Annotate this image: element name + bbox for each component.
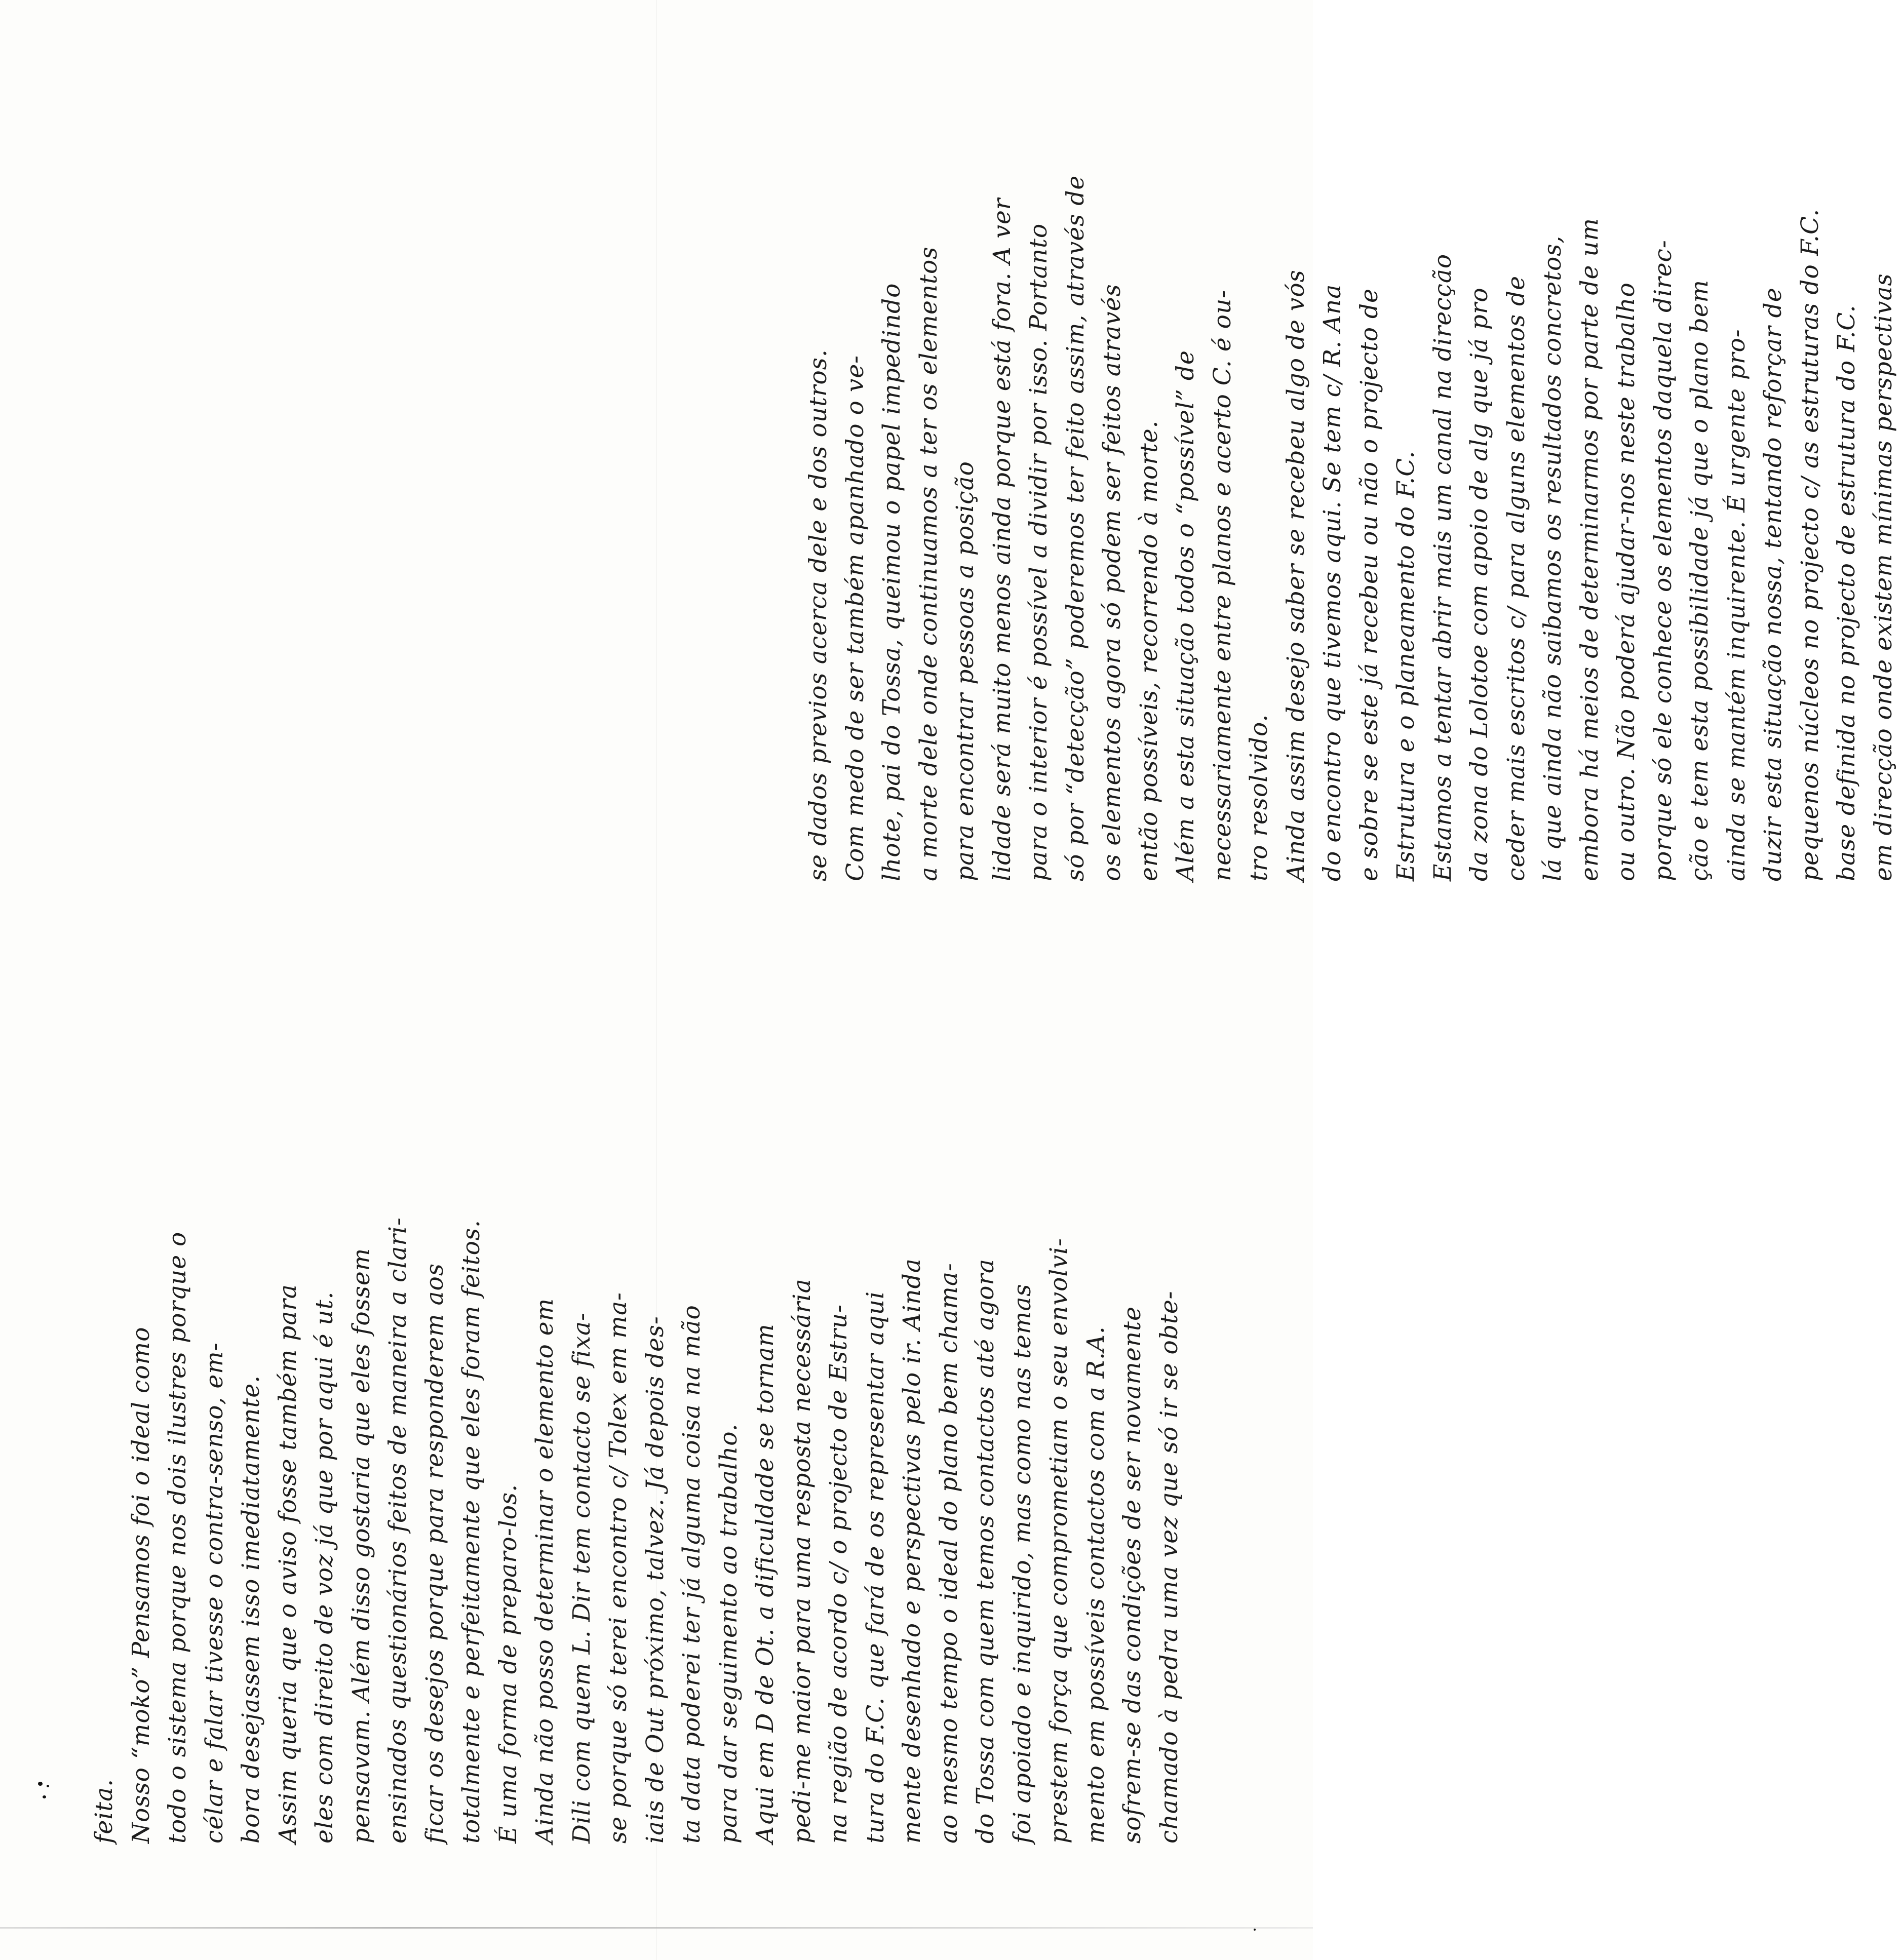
handwritten-line: ou outro. Não poderá ajudar-nos neste trabalho xyxy=(1612,282,1640,881)
handwritten-line: então possíveis, recorrendo à morte. xyxy=(1135,420,1163,881)
handwritten-line: iais de Out próximo, talvez. Já depois des- xyxy=(641,1316,669,1844)
handwritten-line: feita. xyxy=(90,1778,118,1844)
handwritten-line: pequenos núcleos no projecto c/ as estruturas do F.C. xyxy=(1796,208,1824,881)
handwritten-line: mento em possíveis contactos com a R.A. xyxy=(1081,1326,1110,1844)
handwritten-line: É uma forma de preparo-los. xyxy=(494,1483,522,1844)
handwritten-line: porque só ele conhece os elementos daquela direc- xyxy=(1649,240,1677,881)
handwritten-line: Dili com quem L. Dir tem contacto se fixa- xyxy=(567,1312,596,1844)
handwritten-line: do Tossa com quem temos contactos até agora xyxy=(972,1259,999,1844)
handwritten-line: Aqui em D de Ot. a dificuldade se tornam xyxy=(751,1323,779,1844)
handwritten-line: em direcção onde existem mínimas perspectivas xyxy=(1869,273,1897,881)
handwritten-line: Com medo de ser também apanhado o ve- xyxy=(841,355,869,881)
scan-edge xyxy=(0,1927,1313,1929)
handwritten-line: ainda se mantém inquirente. É urgente pro- xyxy=(1722,329,1751,881)
handwritten-line: ceder mais escritos c/ para alguns elementos de xyxy=(1502,276,1530,881)
ink-speck xyxy=(1254,1929,1256,1931)
handwritten-line: a morte dele onde continuamos a ter os elementos xyxy=(914,246,943,881)
left-page xyxy=(86,972,1183,1844)
handwritten-line: Ainda não posso determinar o elemento em xyxy=(531,1298,559,1844)
right-page xyxy=(800,10,1897,881)
handwritten-line: Estamos a tentar abrir mais um canal na direcção xyxy=(1428,253,1457,881)
handwritten-line: prestem força que comprometiam o seu envolvi- xyxy=(1045,1238,1073,1844)
handwritten-line: ção e tem esta possibilidade já que o plano bem xyxy=(1686,279,1714,881)
handwritten-line: lidade será muito menos ainda porque está fora. A ver xyxy=(988,198,1016,881)
handwritten-line: pensavam. Além disso gostaria que eles fossem xyxy=(347,1247,375,1844)
handwritten-line: Ainda assim desejo saber se recebeu algo de vós xyxy=(1282,269,1310,881)
handwritten-line: embora há meios de determinarmos por parte de um xyxy=(1575,217,1604,881)
handwritten-line: só por “detecção” poderemos ter feito assim, através de xyxy=(1061,175,1090,881)
handwritten-line: tura do F.C. que fará de os representar aqui xyxy=(861,1290,889,1844)
ink-speck xyxy=(38,1782,43,1786)
handwritten-line: Além a esta situação todos o “possível” de xyxy=(1172,350,1199,881)
handwritten-line: da zona do Lolotoe com apoio de alg que já pro xyxy=(1465,287,1493,881)
handwritten-line: sofrem-se das condições de ser novamente xyxy=(1118,1306,1146,1844)
handwritten-line: chamado à pedra uma vez que só ir se obte- xyxy=(1155,1290,1183,1844)
ink-speck xyxy=(47,1785,49,1787)
handwritten-line: ensinados questionários feitos de maneira a clari- xyxy=(384,1217,412,1844)
handwritten-line: tro resolvido. xyxy=(1245,714,1273,881)
handwritten-line: para o interior é possível a dividir por isso. Portanto xyxy=(1025,223,1053,881)
handwritten-line: para dar seguimento ao trabalho. xyxy=(714,1423,743,1844)
handwritten-line: foi apoiado e inquirido, mas como nas temas xyxy=(1008,1283,1036,1844)
handwritten-line: célar e falar tivesse o contra-senso, em- xyxy=(200,1342,228,1844)
handwritten-line: se dados previos acerca dele e dos outros. xyxy=(804,349,832,881)
handwritten-line: para encontrar pessoas a posição xyxy=(951,461,979,881)
handwritten-line: bora desejassem isso imediatamente. xyxy=(237,1375,265,1844)
handwritten-line: Assim queria que o aviso fosse também para xyxy=(274,1284,302,1844)
handwritten-line: Nosso “moko” Pensamos foi o ideal como xyxy=(127,1326,155,1844)
handwritten-line: e sobre se este já recebeu ou não o projecto de xyxy=(1355,288,1383,881)
handwritten-line: ta data poderei ter já alguma coisa na mão xyxy=(678,1305,706,1844)
handwritten-line: mente desenhado e perspectivas pelo ir. Ainda xyxy=(898,1258,926,1844)
handwritten-line: se porque só terei encontro c/ Tolex em ma- xyxy=(604,1292,632,1844)
handwritten-line: todo o sistema porque nos dois ilustres porque o xyxy=(164,1231,191,1844)
ink-speck xyxy=(43,1795,46,1798)
handwritten-line: pedi-me maior para uma resposta necessária xyxy=(788,1278,816,1844)
handwritten-line: na região de acordo c/ o projecto de Estru- xyxy=(825,1304,852,1844)
handwritten-line: do encontro que tivemos aqui. Se tem c/ R. Ana xyxy=(1318,284,1346,881)
handwritten-line: eles com direito de voz já que por aqui é ut. xyxy=(310,1291,338,1844)
handwritten-line: lhote, pai do Tossa, queimou o papel impedindo xyxy=(878,283,906,881)
handwritten-line: ficar os desejos porque para responderem aos xyxy=(420,1263,449,1844)
handwritten-line: totalmente e perfeitamente que eles foram feitos. xyxy=(457,1220,485,1844)
handwritten-line: base definida no projecto de estrutura do F.C. xyxy=(1833,304,1860,881)
handwritten-line: necessariamente entre planos e acerto C. é ou- xyxy=(1208,289,1236,881)
handwritten-line: duzir esta situação nossa, tentando reforçar de xyxy=(1759,287,1787,881)
handwritten-line: ao mesmo tempo o ideal do plano bem chama- xyxy=(935,1263,963,1844)
handwritten-line: Estrutura e o planeamento do F.C. xyxy=(1392,450,1420,881)
handwritten-line: lá que ainda não saibamos os resultados concretos, xyxy=(1539,235,1567,881)
handwritten-line: os elementos agora só podem ser feitos através xyxy=(1098,284,1126,881)
